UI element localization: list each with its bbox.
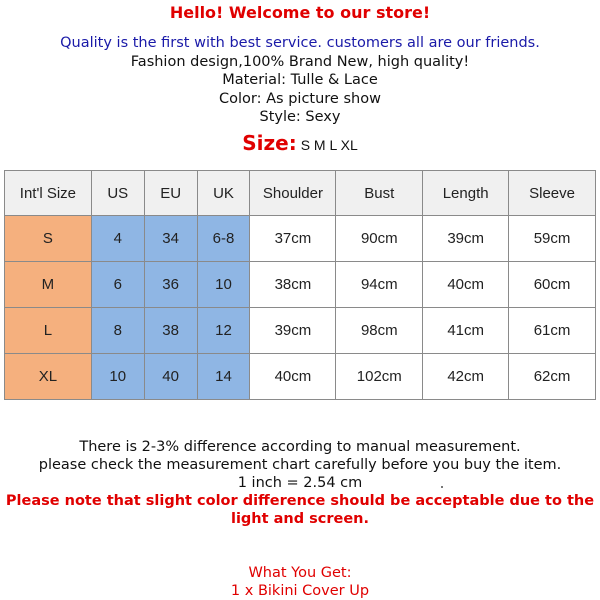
cell-sleeve: 61cm xyxy=(509,308,596,354)
cell-eu: 40 xyxy=(144,354,197,400)
cell-shoulder: 38cm xyxy=(250,262,336,308)
cell-length: 40cm xyxy=(423,262,509,308)
style-line: Style: Sexy xyxy=(259,109,341,125)
cell-us: 8 xyxy=(91,308,144,354)
size-list: S M L XL xyxy=(300,137,358,153)
check-chart-note: please check the measurement chart carefully before you buy the item. xyxy=(38,457,562,473)
table-row xyxy=(5,308,596,354)
header-intl-size: Int'l Size xyxy=(5,171,92,216)
cell-shoulder: 39cm xyxy=(250,308,336,354)
header-eu: EU xyxy=(144,171,197,216)
cell-bust: 90cm xyxy=(336,216,423,262)
package-contents xyxy=(0,564,600,600)
cell-length: 41cm xyxy=(423,308,509,354)
difference-note: There is 2-3% difference according to manual measurement. xyxy=(79,439,521,455)
cell-shoulder: 37cm xyxy=(250,216,336,262)
package-item: 1 x Bikini Cover Up xyxy=(230,583,370,599)
cell-bust: 102cm xyxy=(336,354,423,400)
header-shoulder: Shoulder xyxy=(250,171,336,216)
cell-uk: 14 xyxy=(197,354,250,400)
cell-uk: 6-8 xyxy=(197,216,250,262)
table-row xyxy=(5,216,596,262)
color-difference-note: Please note that slight color difference should be acceptable due to the light and screen. xyxy=(5,493,595,527)
cell-intl-size: M xyxy=(5,262,92,308)
material-line: Material: Tulle & Lace xyxy=(222,72,378,88)
what-you-get-title: What You Get: xyxy=(248,565,352,581)
cell-intl-size: L xyxy=(5,308,92,354)
cell-sleeve: 59cm xyxy=(509,216,596,262)
header-bust: Bust xyxy=(336,171,423,216)
cell-length: 42cm xyxy=(423,354,509,400)
cell-intl-size: S xyxy=(5,216,92,262)
size-chart-table xyxy=(4,170,596,400)
welcome-heading: Hello! Welcome to our store! xyxy=(169,3,431,22)
quality-line: Quality is the first with best service. customers all are our friends. xyxy=(60,35,540,51)
cell-us: 4 xyxy=(91,216,144,262)
table-header-row xyxy=(5,171,596,216)
fashion-line: Fashion design,100% Brand New, high quality! xyxy=(130,53,470,70)
table-row xyxy=(5,262,596,308)
cell-bust: 98cm xyxy=(336,308,423,354)
cell-eu: 36 xyxy=(144,262,197,308)
header-uk: UK xyxy=(197,171,250,216)
cell-eu: 34 xyxy=(144,216,197,262)
header-length: Length xyxy=(423,171,509,216)
cell-uk: 10 xyxy=(197,262,250,308)
cell-uk: 12 xyxy=(197,308,250,354)
cell-bust: 94cm xyxy=(336,262,423,308)
cell-length: 39cm xyxy=(423,216,509,262)
size-label: Size: xyxy=(242,131,297,155)
color-line: Color: As picture show xyxy=(219,90,381,107)
cell-sleeve: 60cm xyxy=(509,262,596,308)
stray-dot xyxy=(441,486,443,488)
product-intro xyxy=(0,34,600,127)
cell-intl-size: XL xyxy=(5,354,92,400)
table-row xyxy=(5,354,596,400)
header-us: US xyxy=(91,171,144,216)
header-sleeve: Sleeve xyxy=(509,171,596,216)
measurement-notes xyxy=(0,438,600,528)
size-options xyxy=(0,131,600,155)
cell-sleeve: 62cm xyxy=(509,354,596,400)
cell-eu: 38 xyxy=(144,308,197,354)
inch-conversion: 1 inch = 2.54 cm xyxy=(237,475,363,491)
cell-us: 6 xyxy=(91,262,144,308)
cell-us: 10 xyxy=(91,354,144,400)
cell-shoulder: 40cm xyxy=(250,354,336,400)
